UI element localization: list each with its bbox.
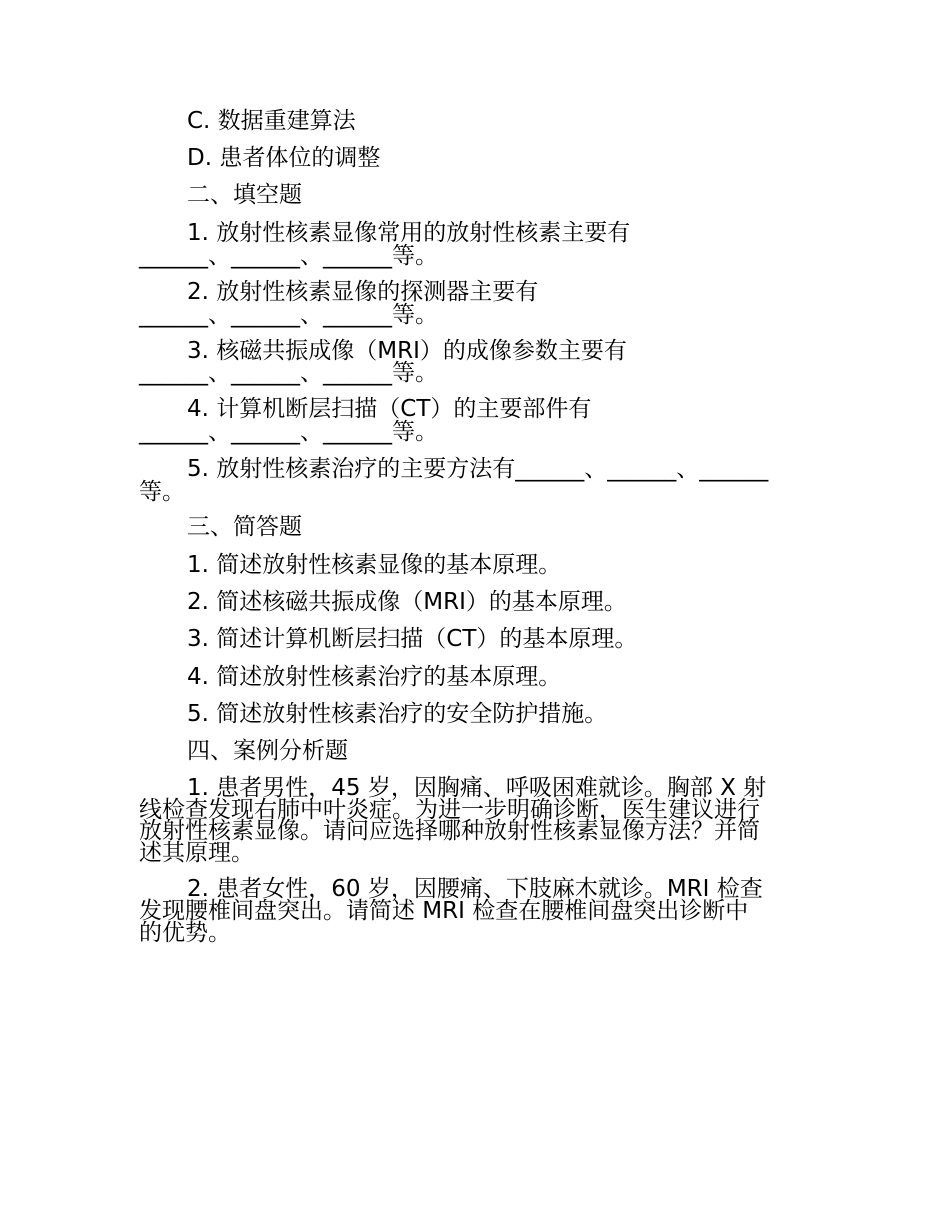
short-question-3: 3. 简述计算机断层扫描（CT）的基本原理。	[187, 626, 638, 652]
fill-question-2-blanks: ______、______、______等。	[139, 302, 438, 328]
option-c: C. 数据重建算法	[187, 108, 356, 134]
case-question-2-line-3: 的优势。	[139, 920, 231, 946]
option-d: D. 患者体位的调整	[187, 145, 381, 171]
fill-question-2: 2. 放射性核素显像的探测器主要有	[187, 279, 539, 305]
fill-question-3: 3. 核磁共振成像（MRI）的成像参数主要有	[187, 338, 627, 364]
case-question-1-line-2: 线检查发现右肺中叶炎症。为进一步明确诊断，医生建议进行	[139, 797, 760, 823]
case-question-1-line-3: 放射性核素显像。请问应选择哪种放射性核素显像方法？并简	[139, 818, 760, 844]
case-question-2-line-2: 发现腰椎间盘突出。请简述 MRI 检查在腰椎间盘突出诊断中	[139, 898, 749, 924]
section-heading-fill-in: 二、填空题	[187, 182, 302, 208]
fill-question-5-tail: 等。	[139, 479, 185, 505]
section-heading-short-answer: 三、简答题	[187, 514, 302, 540]
short-question-1: 1. 简述放射性核素显像的基本原理。	[187, 552, 562, 578]
short-question-2: 2. 简述核磁共振成像（MRI）的基本原理。	[187, 589, 627, 615]
fill-question-1-blanks: ______、______、______等。	[139, 243, 438, 269]
case-question-1-line-1: 1. 患者男性，45 岁，因胸痛、呼吸困难就诊。胸部 X 射	[187, 775, 767, 801]
fill-question-5: 5. 放射性核素治疗的主要方法有______、______、______	[187, 456, 769, 482]
short-question-5: 5. 简述放射性核素治疗的安全防护措施。	[187, 701, 608, 727]
fill-question-3-blanks: ______、______、______等。	[139, 360, 438, 386]
case-question-2-line-1: 2. 患者女性，60 岁，因腰痛、下肢麻木就诊。MRI 检查	[187, 876, 763, 902]
fill-question-4-blanks: ______、______、______等。	[139, 419, 438, 445]
section-heading-case-analysis: 四、案例分析题	[187, 738, 348, 764]
fill-question-1: 1. 放射性核素显像常用的放射性核素主要有	[187, 220, 631, 246]
short-question-4: 4. 简述放射性核素治疗的基本原理。	[187, 664, 562, 690]
case-question-1-line-4: 述其原理。	[139, 840, 254, 866]
fill-question-4: 4. 计算机断层扫描（CT）的主要部件有	[187, 396, 592, 422]
